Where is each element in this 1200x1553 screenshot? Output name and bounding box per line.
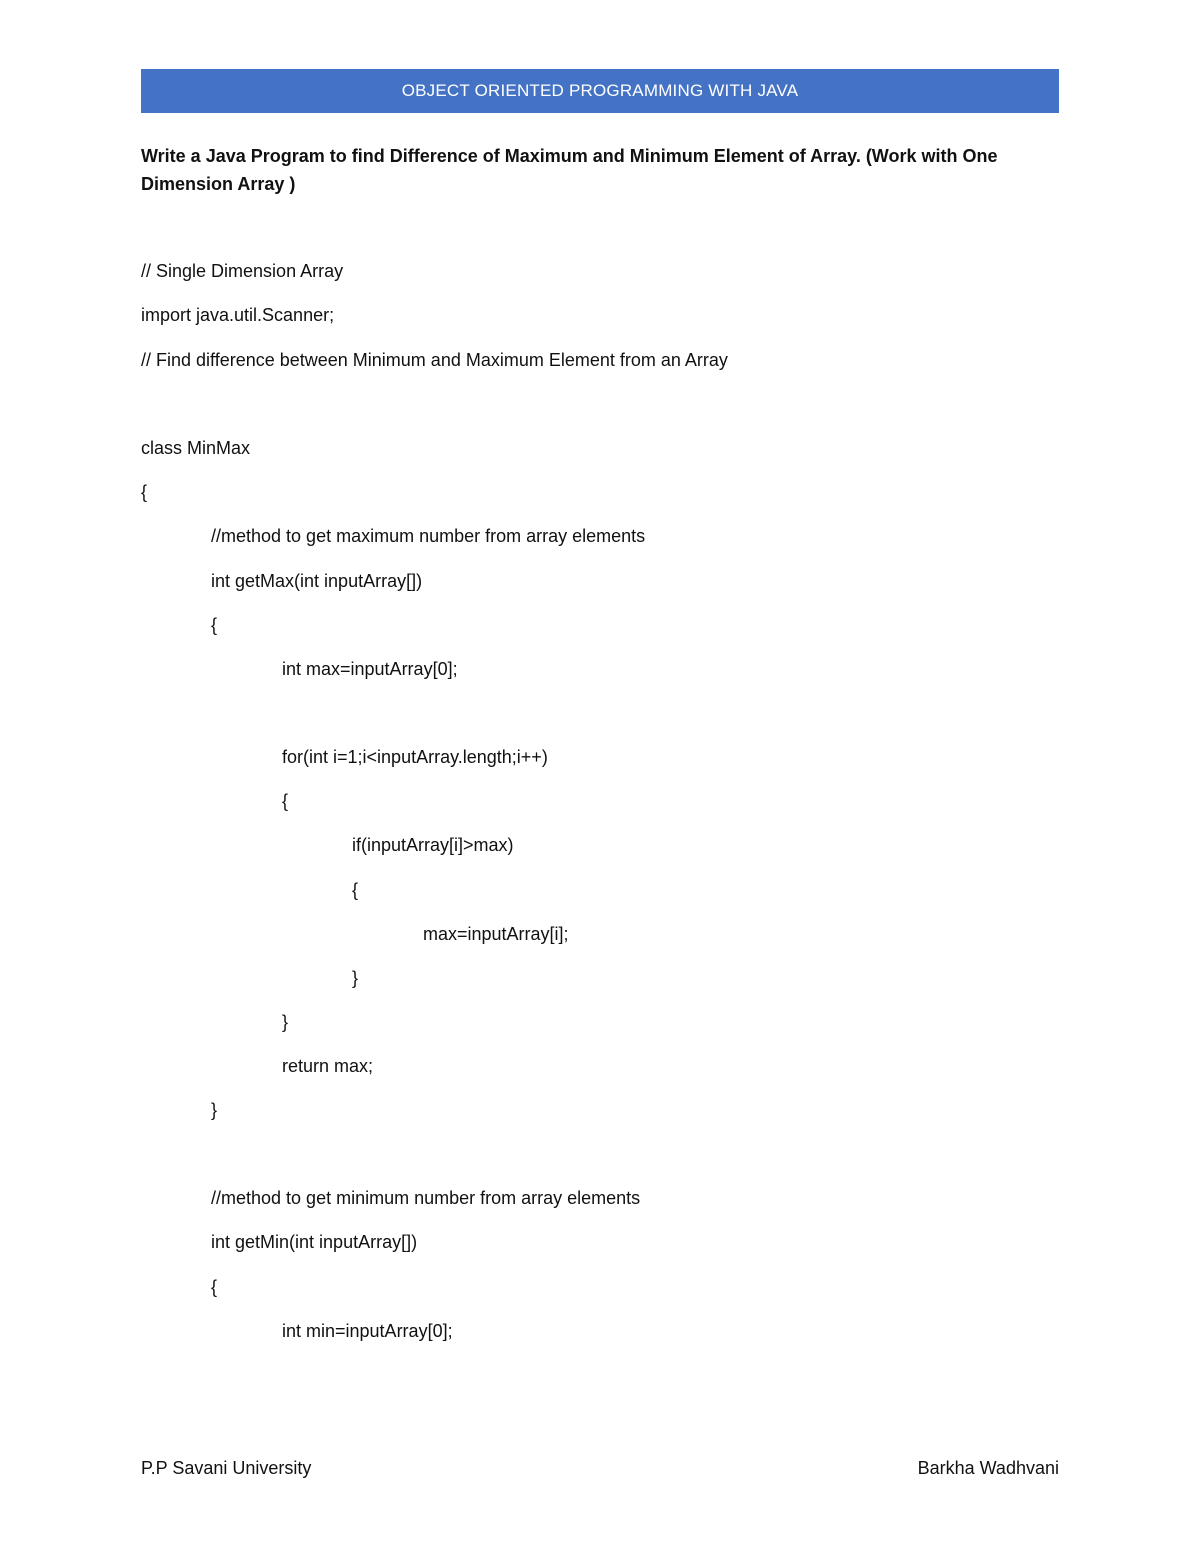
header-bar	[141, 69, 1059, 113]
code-line: import java.util.Scanner;	[141, 305, 335, 325]
code-line: }	[282, 1012, 289, 1032]
code-line: int getMin(int inputArray[])	[211, 1232, 418, 1252]
footer-university: P.P Savani University	[141, 1458, 312, 1478]
code-line: // Single Dimension Array	[141, 261, 344, 281]
code-line: for(int i=1;i<inputArray.length;i++)	[282, 747, 548, 767]
header-title: OBJECT ORIENTED PROGRAMMING WITH JAVA	[401, 81, 799, 100]
code-line: //method to get minimum number from array elements	[211, 1188, 641, 1208]
code-line: return max;	[282, 1056, 374, 1076]
question-heading: Write a Java Program to find Difference of Maximum and Minimum Element of Array. (Work with One Dimension Array )	[141, 146, 998, 194]
footer-author: Barkha Wadhvani	[917, 1458, 1059, 1478]
code-line: if(inputArray[i]>max)	[352, 835, 514, 855]
code-line: //method to get maximum number from array elements	[211, 526, 646, 546]
code-line: }	[211, 1100, 218, 1120]
code-line: {	[352, 880, 359, 900]
code-line: int getMax(int inputArray[])	[211, 571, 423, 591]
code-line: int min=inputArray[0];	[282, 1321, 453, 1341]
code-line: class MinMax	[141, 438, 251, 458]
code-line: {	[282, 791, 289, 811]
code-line: {	[211, 1277, 218, 1297]
code-line: int max=inputArray[0];	[282, 659, 458, 679]
code-line: }	[352, 968, 359, 988]
code-line: {	[141, 482, 148, 502]
code-line: // Find difference between Minimum and Maximum Element from an Array	[141, 350, 728, 370]
code-line: {	[211, 615, 218, 635]
code-line: max=inputArray[i];	[423, 924, 569, 944]
